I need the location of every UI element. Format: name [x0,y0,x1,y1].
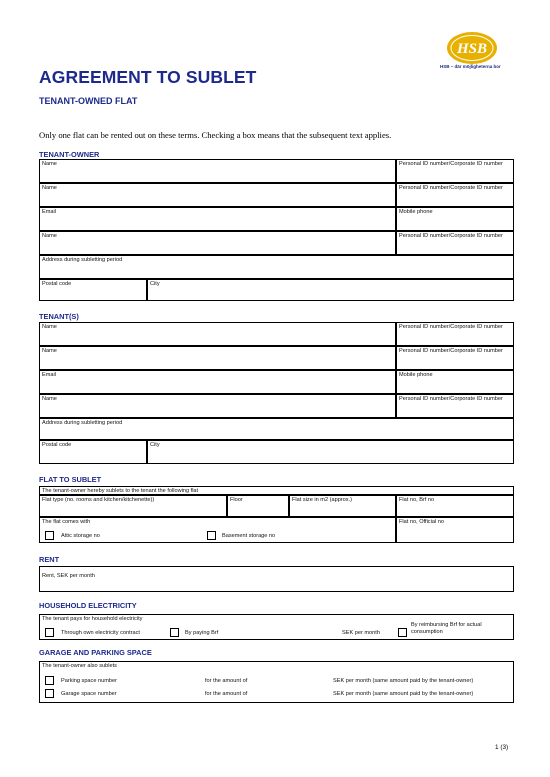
field-label: Personal ID number/Corporate ID number [399,396,503,402]
parking-space-checkbox[interactable] [45,676,54,685]
document-title: AGREEMENT TO SUBLET [39,67,257,87]
field-label: Floor [230,497,243,503]
field-label: The tenant pays for household electricity [42,616,143,622]
parking-sek-label: SEK per month (same amount paid by the tenant-owner) [333,678,474,684]
tenant-owner-name-2-field[interactable] [39,183,396,207]
field-label: Name [42,161,57,167]
tenant-owner-mobile-field[interactable] [396,207,514,231]
flat-type-field[interactable] [39,495,227,517]
section-heading-tenant-owner: TENANT-OWNER [39,150,100,159]
tenant-name-3-field[interactable] [39,394,396,418]
field-label: Personal ID number/Corporate ID number [399,185,503,191]
electricity-own-contract-label: Through own electricity contract [61,630,140,636]
attic-storage-checkbox[interactable] [45,531,54,540]
field-label: Rent, SEK per month [42,573,95,579]
field-label: Name [42,324,57,330]
tenant-name-1-field[interactable] [39,322,396,346]
field-label: Name [42,185,57,191]
basement-storage-label: Basement storage no [222,533,276,539]
flat-floor-field[interactable] [227,495,289,517]
field-label: City [150,281,160,287]
parking-space-label: Parking space number [61,678,117,684]
tenant-owner-name-3-field[interactable] [39,231,396,255]
field-label: Flat size in m2 (approx.) [292,497,352,503]
field-label: Name [42,396,57,402]
tenant-owner-city-field[interactable] [147,279,514,301]
document-subtitle: TENANT-OWNED FLAT [39,96,138,106]
tenant-owner-pid-3-field[interactable] [396,231,514,255]
field-label: Address during subletting period [42,420,123,426]
flat-official-no-field[interactable] [396,517,514,543]
section-heading-garage: GARAGE AND PARKING SPACE [39,648,152,657]
tenant-postal-field[interactable] [39,440,147,464]
garage-space-label: Garage space number [61,691,117,697]
field-label: Personal ID number/Corporate ID number [399,161,503,167]
section-heading-rent: RENT [39,555,60,564]
tenant-city-field[interactable] [147,440,514,464]
field-label: Mobile phone [399,372,433,378]
parking-amount-label: for the amount of [205,678,248,684]
attic-storage-label: Attic storage no [61,533,100,539]
section-heading-electricity: HOUSEHOLD ELECTRICITY [39,601,137,610]
tenant-mobile-field[interactable] [396,370,514,394]
tenant-owner-pid-1-field[interactable] [396,159,514,183]
field-label: Name [42,348,57,354]
electricity-reimburse-label: By reimbursing Brf for actual consumption [411,622,482,635]
flat-size-field[interactable] [289,495,396,517]
field-label: Email [42,372,56,378]
electricity-sek-label: SEK per month [342,630,380,636]
field-label: Flat no, Brf no [399,497,435,503]
tenant-pid-2-field[interactable] [396,346,514,370]
field-label: Address during subletting period [42,257,123,263]
tenant-owner-postal-field[interactable] [39,279,147,301]
field-label: Postal code [42,281,72,287]
tenant-owner-name-1-field[interactable] [39,159,396,183]
field-label: Mobile phone [399,209,433,215]
hsb-tagline: HSB – där möjligheterna bor [440,64,501,69]
tenant-owner-email-field[interactable] [39,207,396,231]
garage-sek-label: SEK per month (same amount paid by the tenant-owner) [333,691,474,697]
tenant-pid-1-field[interactable] [396,322,514,346]
field-label: The flat comes with [42,519,91,525]
flat-intro-row [39,486,514,495]
garage-space-checkbox[interactable] [45,689,54,698]
electricity-own-contract-checkbox[interactable] [45,628,54,637]
page-number: 1 (3) [495,744,509,751]
field-label: Personal ID number/Corporate ID number [399,233,503,239]
field-label: Personal ID number/Corporate ID number [399,324,503,330]
tenant-pid-3-field[interactable] [396,394,514,418]
tenant-owner-pid-2-field[interactable] [396,183,514,207]
intro-text: Only one flat can be rented out on these terms. Checking a box means that the subsequent text applies. [39,130,392,140]
tenant-name-2-field[interactable] [39,346,396,370]
electricity-reimburse-checkbox[interactable] [398,628,407,637]
hsb-logo [444,28,500,68]
flat-brf-no-field[interactable] [396,495,514,517]
svg-text:HSB: HSB [456,41,488,57]
field-label: Personal ID number/Corporate ID number [399,348,503,354]
field-label: Email [42,209,56,215]
tenant-owner-address-field[interactable] [39,255,514,279]
flat-comes-with-field [39,517,396,543]
field-label: Flat no, Official no [399,519,444,525]
basement-storage-checkbox[interactable] [207,531,216,540]
field-label: Name [42,233,57,239]
tenant-address-field[interactable] [39,418,514,440]
section-heading-flat: FLAT TO SUBLET [39,475,102,484]
electricity-paying-brf-checkbox[interactable] [170,628,179,637]
field-label: Flat type (no. rooms and kitchen/kitchenette)) [42,497,155,503]
field-label: City [150,442,160,448]
field-label: The tenant-owner also sublets [42,663,117,669]
field-label: The tenant-owner hereby sublets to the tenant the following flat [42,488,199,494]
tenant-email-field[interactable] [39,370,396,394]
electricity-paying-brf-label: By paying Brf [185,630,219,636]
field-label: Postal code [42,442,72,448]
section-heading-tenants: TENANT(S) [39,312,79,321]
garage-amount-label: for the amount of [205,691,248,697]
rent-field[interactable] [39,566,514,592]
